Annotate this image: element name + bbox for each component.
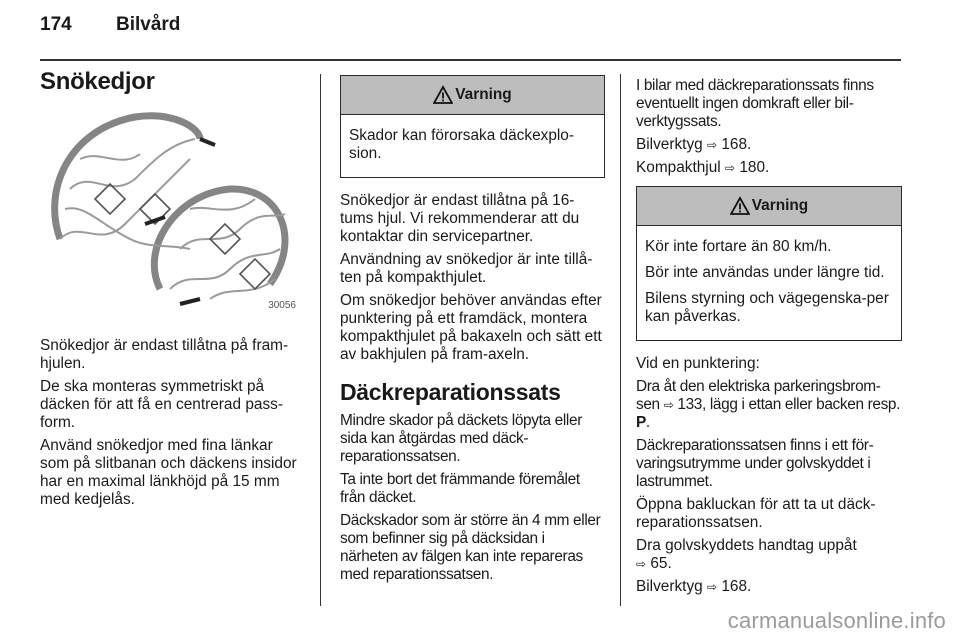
warning-text: Kör inte fortare än 80 km/h. [645,238,832,255]
paragraph: Snökedjor är endast tillåtna på 16-tums hjul. Vi rekommenderar att du kontaktar din servicepartner. [340,192,580,245]
figure-number: 30056 [268,300,296,311]
warning-body [637,226,901,340]
paragraph: I bilar med däckreparationssats finns eventuellt ingen domkraft eller bil-verktygssats. [636,77,874,130]
warning-text: Bilens styrning och vägegenska-per kan påverkas. [645,290,889,325]
column-divider-2 [620,74,621,606]
warning-body [341,115,604,177]
snow-chains-illustration [40,99,298,315]
paragraph: Använd snökedjor med fina länkar som på slitbanan och däckens insidor har en maximal länkhöjd på 15 mm med kedjelås. [40,437,297,508]
arrow-icon: ⇨ [636,557,647,571]
paragraph: Ta inte bort det främmande föremålet från däcket. [340,471,580,506]
warning-header [341,76,604,115]
section-heading: Däckreparationssats [340,379,561,405]
column-3 [636,77,902,601]
paragraph: Snökedjor är endast tillåtna på fram-hjulen. [40,337,289,372]
page-number: 174 [40,14,72,35]
arrow-icon: ⇨ [707,138,718,152]
warning-title: Varning [751,197,809,214]
paragraph: Vid en punktering: [636,355,760,372]
warning-icon [730,196,750,216]
warning-header [637,187,901,226]
paragraph: Öppna bakluckan för att ta ut däck-reparationssatsen. [636,496,876,531]
paragraph: Dra åt den elektriska parkeringsbrom-sen ⇨ 133, lägg i ettan eller backen resp. P. [636,378,901,431]
cross-reference: Bilverktyg ⇨ 168. [636,578,752,595]
section-title: Bilvård [116,14,181,35]
header-rule [40,59,901,61]
warning-box [636,186,902,341]
arrow-icon: ⇨ [707,580,718,594]
warning-text: Skador kan förorsaka däckexplo-sion. [349,127,574,162]
arrow-icon: ⇨ [724,161,736,175]
cross-reference: Bilverktyg ⇨ 168. [636,136,752,153]
watermark: carmanualsonline.info [727,608,946,633]
paragraph: Mindre skador på däckets löpyta eller sida kan åtgärdas med däck-reparationssatsen. [340,412,582,465]
warning-icon [433,85,453,105]
column-2 [340,75,605,589]
paragraph: Däckskador som är större än 4 mm eller som befinner sig på däcksidan i närheten av fälgen kan inte repareras med reparationssatsen. [340,512,601,583]
warning-title: Varning [455,86,512,103]
column-divider-1 [320,74,321,606]
paragraph: Om snökedjor behöver användas efter punktering på ett framdäck, montera kompakthjulet på bakaxeln och sätt ett av bakhjulen på fram-axeln. [340,292,602,363]
paragraph: Dra golvskyddets handtag uppåt ⇨ 65. [636,537,857,572]
gear-label: P [636,414,646,431]
paragraph: Däckreparationssatsen finns i ett för-varingsutrymme under golvskyddet i lastrummet. [636,437,874,490]
column-1 [40,68,306,514]
paragraph: Användning av snökedjor är inte tillå-ten på kompakthjulet. [340,251,593,286]
cross-reference: Kompakthjul ⇨ 180. [636,159,770,176]
warning-text: Bör inte användas under längre tid. [645,264,885,281]
snow-chains-figure [40,99,298,315]
warning-box [340,75,605,178]
paragraph: De ska monteras symmetriskt på däcken för att få en centrerad pass-form. [40,378,283,431]
arrow-icon: ⇨ [663,398,674,412]
page-title: Snökedjor [40,68,155,95]
page-header [40,14,180,36]
